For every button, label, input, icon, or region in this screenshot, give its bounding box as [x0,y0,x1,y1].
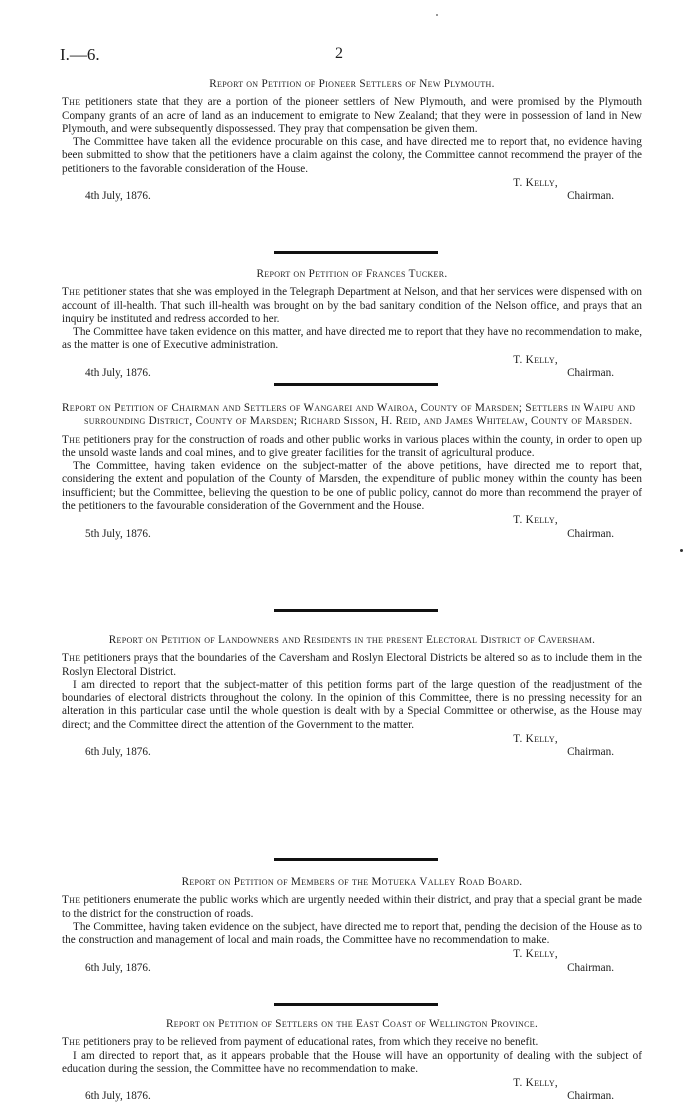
signatory-role: Chairman. [567,1090,614,1103]
report-section [62,634,642,760]
committee-finding: The Committee, having taken evidence on the subject-matter of the above petitions, have directed me to report that, considering the extent and population of the County of Marsden, the expenditure of public money within the county has been insufficient; but the Committee, believing the question to be one of public policy, cannot do more than recommend the prayer of the petitioners to the favourable consideration of the Government and the House. [62,460,642,513]
signatory-role: Chairman. [567,961,614,974]
petition-summary: The petitioners pray for the construction of roads and other public works in various places within the county, in order to open up the unsold waste lands and coal mines, and to give greater facilities for the transit of agricultural produce. [62,433,642,459]
signature-row [62,962,642,976]
report-date: 5th July, 1876. [85,527,151,540]
section-divider [274,1003,438,1006]
signatory-role: Chairman. [567,190,614,203]
signatory-name: T. Kelly, [513,733,558,746]
report-title: Report on Petition of Members of the Motueka Valley Road Board. [181,876,523,888]
signatory-name: T. Kelly, [513,1077,558,1090]
signatory-name: T. Kelly, [513,514,558,527]
signatory-role: Chairman. [567,367,614,380]
report-section [62,1018,642,1104]
signatory-role: Chairman. [567,746,614,759]
signature-row [62,746,642,760]
report-date: 6th July, 1876. [85,961,151,974]
report-date: 4th July, 1876. [85,190,151,203]
report-title: Report on Petition of Frances Tucker. [256,268,448,280]
report-title: Report on Petition of Settlers on the East Coast of Wellington Province. [165,1018,539,1030]
report-date: 4th July, 1876. [85,367,151,380]
print-speck [436,14,438,16]
signatory-role: Chairman. [567,527,614,540]
signature-row [62,528,642,542]
signatory-name: T. Kelly, [513,353,558,366]
report-section [62,402,642,542]
committee-finding: I am directed to report that the subject-matter of this petition forms part of the large question of the readjustment of the boundaries of electoral districts throughout the colony. In the opinion of this Committee, there is no pressing necessity for an alteration in this particular case until the whole question is dealt with by a Special Committee or otherwise, as the House may direct; and the Committee direct the attention of the Government to the matter. [62,678,642,731]
signature-row [62,190,642,204]
report-title: Report on Petition of Pioneer Settlers of New Plymouth. [209,78,495,90]
signatory-name: T. Kelly, [513,177,558,190]
petition-summary: The petitioners state that they are a portion of the pioneer settlers of New Plymouth, and were promised by the Plymouth Company grants of an acre of land as an inducement to emigrate to New Zealand; that they were in possession of land in New Plymouth, and were subsequently dispossessed. They pray that compensation be given them. [62,96,642,135]
committee-finding: The Committee, having taken evidence on the subject, have directed me to report that, pending the decision of the House as to the construction and management of local and main roads, the Committee have no recommendation to make. [62,920,642,947]
page-number: 2 [335,45,343,62]
report-title: Report on Petition of Chairman and Settlers of Wangarei and Wairoa, County of Marsden; Settlers in Waipu and surrounding District, County of Marsden; Richard Sisson, H. Reid, and James Whitelaw, County of Marsden. [62,402,636,428]
report-date: 6th July, 1876. [85,746,151,759]
petition-summary: The petitioner states that she was employed in the Telegraph Department at Nelson, and that her services were dispensed with on account of ill-health. That such ill-health was brought on by the bad sanitary condition of the Nelson office, and prays that an inquiry be instituted and redress accorded to her. [62,286,642,325]
report-title: Report on Petition of Landowners and Residents in the present Electoral District of Caversham. [108,634,596,646]
report-section [62,268,642,381]
report-section [62,876,642,976]
section-divider [274,858,438,861]
petition-summary: The petitioners pray to be relieved from payment of educational rates, from which they receive no benefit. [62,1036,539,1049]
document-code: I.—6. [60,45,100,64]
petition-summary: The petitioners prays that the boundaries of the Caversham and Roslyn Electoral Districts be altered so as to include them in the Roslyn Electoral District. [62,652,643,678]
section-divider [274,383,438,386]
committee-finding: The Committee have taken all the evidence procurable on this case, and have directed me to report that, no evidence having been submitted to show that the petitioners have a claim against the colony, the Committee cannot recommend the prayer of the petitioners to the favorable consideration of the House. [62,136,642,175]
signature-row [62,1090,642,1104]
print-speck [680,549,683,552]
committee-finding: The Committee have taken evidence on this matter, and have directed me to report that they have no recommendation to make, as the matter is one of Executive administration. [62,326,642,352]
section-divider [274,251,438,254]
report-date: 6th July, 1876. [85,1090,151,1103]
signature-row [62,367,642,381]
committee-finding: I am directed to report that, as it appears probable that the House will have an opportunity of dealing with the subject of education during the session, the Committee have no recommendation to make. [62,1049,642,1075]
report-section [62,78,642,204]
petition-summary: The petitioners enumerate the public works which are urgently needed within their district, and pray that a special grant be made to the district for the construction of roads. [62,894,642,920]
signatory-name: T. Kelly, [513,948,558,961]
section-divider [274,609,438,612]
